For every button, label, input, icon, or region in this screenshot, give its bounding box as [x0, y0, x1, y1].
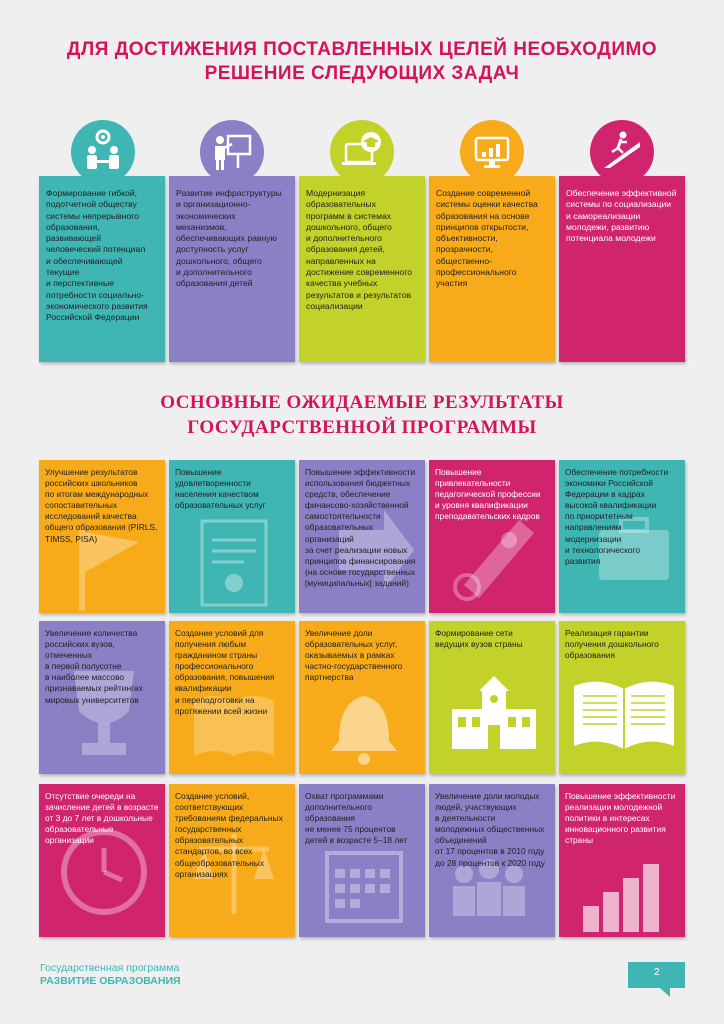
result-card	[169, 784, 295, 937]
online-education-icon	[330, 120, 394, 184]
task-card	[299, 176, 425, 362]
result-text: Повышение удовлетворенности населения качеством образовательных услуг	[175, 467, 266, 511]
task-card	[429, 176, 555, 362]
result-text: Создание условий, соответствующих требованиям федеральных государственных образовательных стандартов, во всех общеобразовательных организациях	[175, 791, 283, 879]
result-text: Повышение эффективности использования бюджетных средств, обеспечение финансово-хозяйственной самостоятельности образовательных организаций за счет реализации новых принципов финансирования (на основе государственных [муниципальных] заданий)	[305, 467, 416, 588]
result-text: Увеличение доли молодых людей, участвующих в деятельности молодежных общественных объединений от 17 процентов в 2010 году до 28 процентов к 2020 году	[435, 791, 545, 868]
footer-program-title: РАЗВИТИЕ ОБРАЗОВАНИЯ	[40, 975, 181, 987]
result-card	[429, 460, 555, 613]
result-text: Создание условий для получения любым гражданином страны профессионального образования, повышения квалификации и переподготовки на протяжении всей жизни	[175, 628, 275, 716]
monitor-chart-icon	[460, 120, 524, 184]
result-text: Обеспечение потребности экономики Российской Федерации в кадрах высокой квалификации по приоритетным направлениям модернизации и технологического развития	[565, 467, 669, 566]
result-text: Увеличение доли образовательных услуг, оказываемых в рамках частно-государственного партнерства	[305, 628, 403, 683]
teacher-board-icon	[200, 120, 264, 184]
result-text: Повышение эффективности реализации молодежной политики в интересах инновационного развития страны	[565, 791, 676, 846]
results-heading-line1: ОСНОВНЫЕ ОЖИДАЕМЫЕ РЕЗУЛЬТАТЫ	[160, 392, 564, 413]
result-text: Отсутствие очереди на зачисление детей в возрасте от 3 до 7 лет в дошкольные образовательные организации	[45, 791, 159, 846]
tasks-heading	[0, 38, 724, 86]
footer-program-label: Государственная программа	[40, 962, 180, 974]
task-text: Обеспечение эффективной системы по социализации и самореализации молодежи, развитию потенциала молодежи	[566, 188, 677, 244]
task-text: Создание современной системы оценки качества образования на основе принципов открытости, объективности, прозрачности, общественно- профессионального участия	[436, 188, 538, 289]
result-card	[39, 460, 165, 613]
result-text: Улучшение результатов российских школьников по итогам международных сопоставительных исследований качества общего образования (PIRLS, TIMSS, PISA)	[45, 467, 158, 544]
bar-growth-icon	[581, 864, 661, 932]
results-heading-line2: ГОСУДАРСТВЕННОЙ ПРОГРАММЫ	[187, 417, 537, 438]
result-card	[299, 784, 425, 937]
page-number-badge	[628, 962, 685, 988]
task-text: Развитие инфраструктуры и организационно- экономических механизмов, обеспечивающих равную доступность услуг дошкольного, общего и дополнительного образования детей	[176, 188, 282, 289]
university-building-icon	[444, 661, 544, 761]
result-text: Увеличение количества российских вузов, отмеченных в первой полусотне в наиболее массово признаваемых рейтингах мировых университетов	[45, 628, 143, 705]
result-card	[429, 621, 555, 774]
task-text: Модернизация образовательных программ в системах дошкольного, общего и дополнительного образования детей, направленных на достижение современного качества учебных результатов и результатов социализации	[306, 188, 413, 311]
people-gear-icon	[71, 120, 135, 184]
result-card	[39, 621, 165, 774]
calendar-icon	[319, 839, 409, 929]
page-badge-tail	[660, 988, 670, 997]
tasks-heading-line1: ДЛЯ ДОСТИЖЕНИЯ ПОСТАВЛЕННЫХ ЦЕЛЕЙ НЕОБХОДИМО	[66, 39, 658, 60]
result-card	[169, 460, 295, 613]
bell-icon	[319, 681, 399, 771]
result-card	[169, 621, 295, 774]
page-number: 2	[654, 967, 660, 978]
result-card	[429, 784, 555, 937]
open-book-icon	[569, 671, 679, 761]
result-card	[559, 621, 685, 774]
task-card	[559, 176, 685, 362]
result-text: Формирование сети ведущих вузов страны	[435, 628, 523, 650]
certificate-icon	[194, 515, 274, 610]
tasks-heading-line2: РЕШЕНИЕ СЛЕДУЮЩИХ ЗАДАЧ	[204, 63, 520, 84]
result-card	[299, 460, 425, 613]
result-text: Охват программами дополнительного образования не менее 75 процентов детей в возрасте 5–18 лет	[305, 791, 408, 846]
task-card	[39, 176, 165, 362]
result-card	[39, 784, 165, 937]
result-text: Реализация гарантии получения дошкольного образования	[565, 628, 659, 661]
task-text: Формирование гибкой, подотчетной обществу системы непрерывного образования, развивающей человеческий потенциал и обеспечивающей текущие и перспективные потребности социально- экономического развития Российской Федерации	[46, 188, 148, 323]
climbing-stairs-icon	[590, 120, 654, 184]
result-text: Повышение привлекательности педагогической профессии и уровня квалификации преподавательских кадров	[435, 467, 541, 522]
result-card	[299, 621, 425, 774]
task-card	[169, 176, 295, 362]
result-card	[559, 784, 685, 937]
results-heading	[0, 390, 724, 440]
result-card	[559, 460, 685, 613]
